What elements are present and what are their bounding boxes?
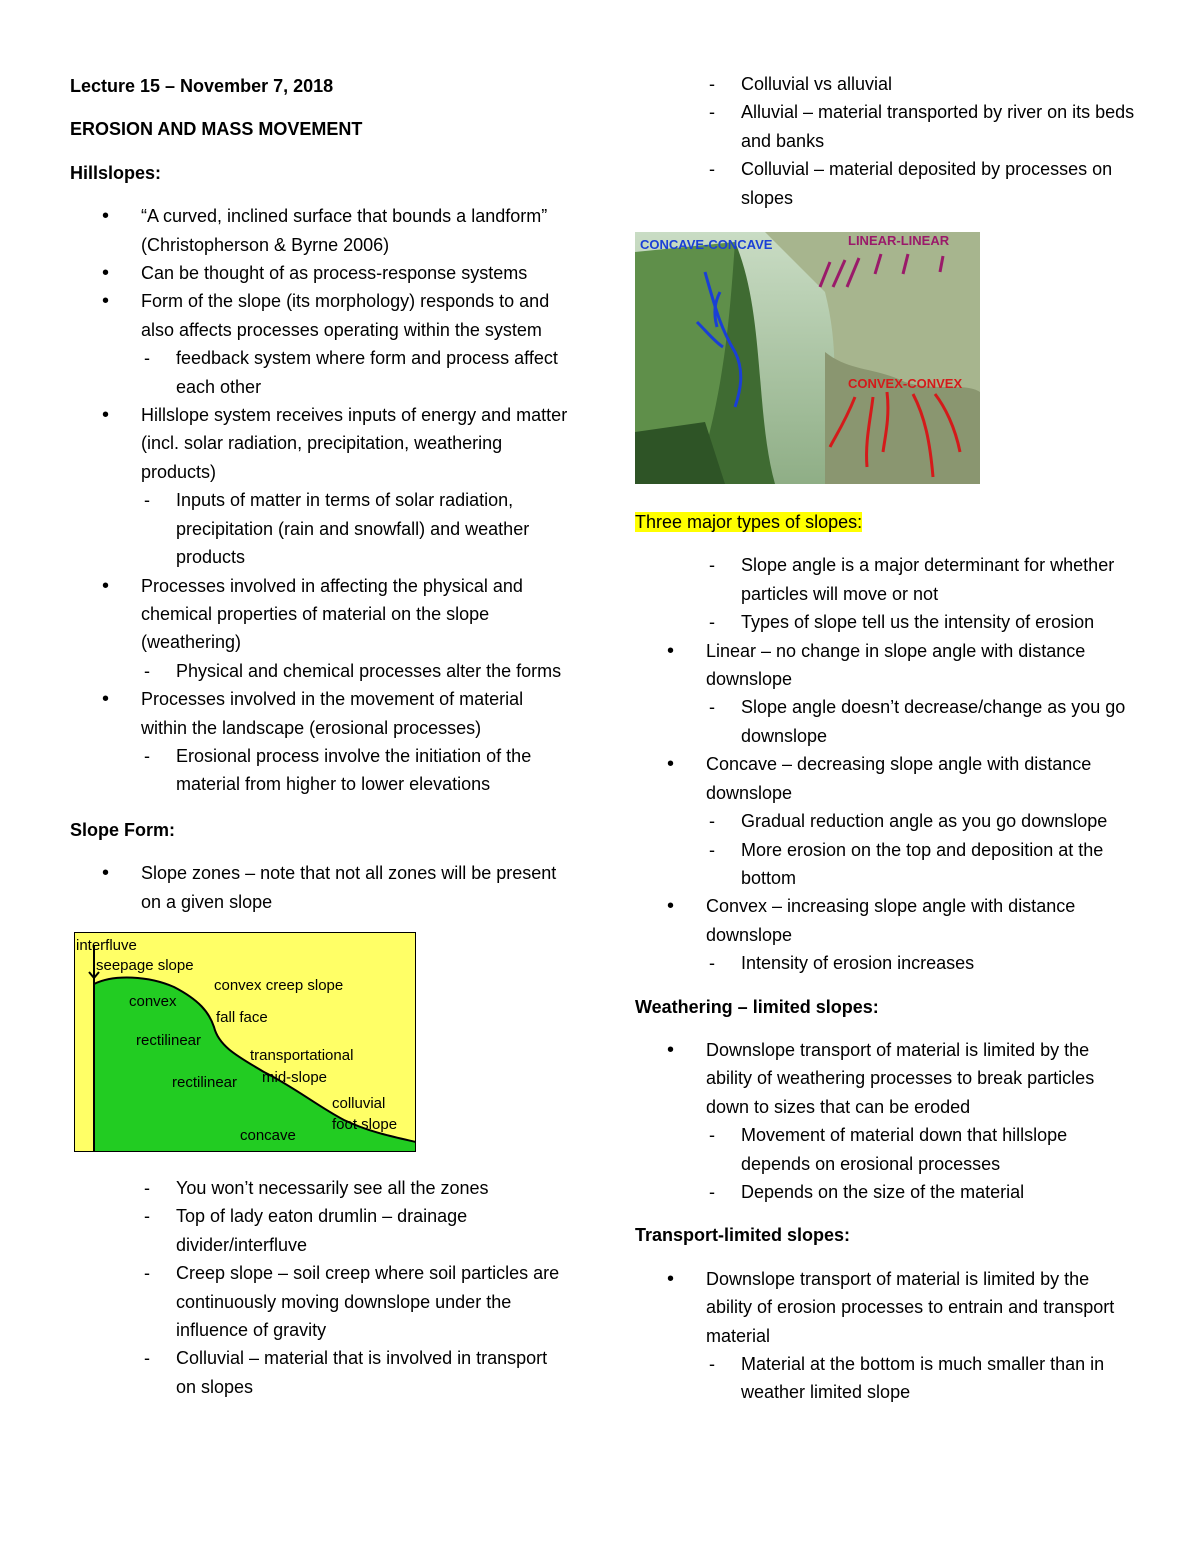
sub-list-item: - More erosion on the top and deposition at the bottom: [635, 836, 1135, 893]
label-linear-linear: LINEAR-LINEAR: [848, 233, 950, 249]
sub-list-item: - Alluvial – material transported by river on its beds and banks: [635, 98, 1135, 155]
highlighted-heading: Three major types of slopes:: [635, 512, 863, 533]
list-item: • Downslope transport of material is limited by the ability of weathering processes to break particles down to sizes that can be eroded: [635, 1036, 1135, 1121]
three-types-heading: [635, 508, 1135, 536]
list-item: • Can be thought of as process-response systems: [70, 259, 570, 287]
label-colluvial: colluvial: [332, 1094, 386, 1112]
sub-list-item: - Creep slope – soil creep where soil particles are continuously moving downslope under the influence of gravity: [70, 1259, 570, 1344]
list-item: • “A curved, inclined surface that bounds a landform” (Christopherson & Byrne 2006): [70, 202, 570, 259]
sub-list-item: - Colluvial vs alluvial: [635, 70, 1135, 98]
label-convex-creep: convex creep slope: [214, 976, 344, 994]
list-item: • Linear – no change in slope angle with distance downslope: [635, 637, 1135, 694]
label-fall-face: fall face: [216, 1008, 268, 1026]
sub-list-item: - Inputs of matter in terms of solar radiation, precipitation (rain and snowfall) and weather products: [70, 486, 570, 571]
list-item: • Form of the slope (its morphology) responds to and also affects processes operating within the system: [70, 287, 570, 344]
hillslopes-heading: Hillslopes:: [70, 162, 162, 183]
sub-list-item: - Top of lady eaton drumlin – drainage divider/interfluve: [70, 1202, 570, 1259]
label-transportational: transportational: [250, 1046, 354, 1064]
slope-zones-svg: [74, 932, 416, 1152]
label-interfluve: interfluve: [76, 936, 137, 954]
label-concave: concave: [240, 1126, 296, 1144]
sub-list-item: - Types of slope tell us the intensity of erosion: [635, 608, 1135, 636]
hillslopes-list: [70, 202, 570, 799]
label-foot-slope: foot slope: [332, 1115, 398, 1133]
sub-list-item: - Intensity of erosion increases: [635, 949, 1135, 977]
list-item: • Processes involved in affecting the physical and chemical properties of material on the slope (weathering): [70, 572, 570, 657]
lecture-title: Lecture 15 – November 7, 2018: [70, 76, 334, 96]
transport-list: [635, 1265, 1135, 1407]
list-item: • Slope zones – note that not all zones will be present on a given slope: [70, 859, 570, 916]
sub-list-item: - Gradual reduction angle as you go downslope: [635, 807, 1135, 835]
weathering-heading: Weathering – limited slopes:: [635, 996, 879, 1017]
weathering-list: [635, 1036, 1135, 1206]
list-item: • Convex – increasing slope angle with distance downslope: [635, 892, 1135, 949]
label-rectilinear-2: rectilinear: [172, 1073, 238, 1091]
sub-list-item: - Colluvial – material that is involved in transport on slopes: [70, 1344, 570, 1401]
transport-heading: Transport-limited slopes:: [635, 1225, 851, 1246]
slope-types-photo: [635, 232, 980, 484]
list-item: • Hillslope system receives inputs of energy and matter (incl. solar radiation, precipitation, weathering products): [70, 401, 570, 486]
after-diagram-list: [70, 1174, 570, 1401]
sub-list-item: - Erosional process involve the initiation of the material from higher to lower elevations: [70, 742, 570, 799]
colluvial-alluvial-list: [635, 70, 1135, 212]
label-concave-concave: CONCAVE-CONCAVE: [640, 237, 773, 253]
label-seepage: seepage slope: [96, 956, 194, 974]
sub-list-item: - You won’t necessarily see all the zones: [70, 1174, 570, 1202]
left-column: [70, 70, 570, 1401]
sub-list-item: - Colluvial – material deposited by processes on slopes: [635, 155, 1135, 212]
three-types-list: [635, 551, 1135, 977]
sub-list-item: - Movement of material down that hillslope depends on erosional processes: [635, 1121, 1135, 1178]
slope-types-svg: [635, 232, 980, 484]
label-convex-convex: CONVEX-CONVEX: [848, 376, 963, 392]
slope-form-heading: Slope Form:: [70, 819, 176, 840]
label-mid-slope: mid-slope: [262, 1068, 328, 1086]
right-column: [635, 70, 1135, 1407]
sub-list-item: - Depends on the size of the material: [635, 1178, 1135, 1206]
slope-zones-diagram: [74, 932, 416, 1152]
sub-list-item: - feedback system where form and process affect each other: [70, 344, 570, 401]
label-rectilinear-1: rectilinear: [136, 1031, 202, 1049]
list-item: • Downslope transport of material is limited by the ability of erosion processes to entrain and transport material: [635, 1265, 1135, 1350]
list-item: • Concave – decreasing slope angle with distance downslope: [635, 750, 1135, 807]
sub-list-item: - Material at the bottom is much smaller than in weather limited slope: [635, 1350, 1135, 1407]
sub-list-item: - Slope angle doesn’t decrease/change as you go downslope: [635, 693, 1135, 750]
list-item: • Processes involved in the movement of material within the landscape (erosional processes): [70, 685, 570, 742]
sub-list-item: - Physical and chemical processes alter the forms: [70, 657, 570, 685]
lecture-subtitle: EROSION AND MASS MOVEMENT: [70, 119, 363, 140]
label-convex: convex: [129, 992, 177, 1010]
sub-list-item: - Slope angle is a major determinant for whether particles will move or not: [635, 551, 1135, 608]
slope-form-list: [70, 859, 570, 916]
